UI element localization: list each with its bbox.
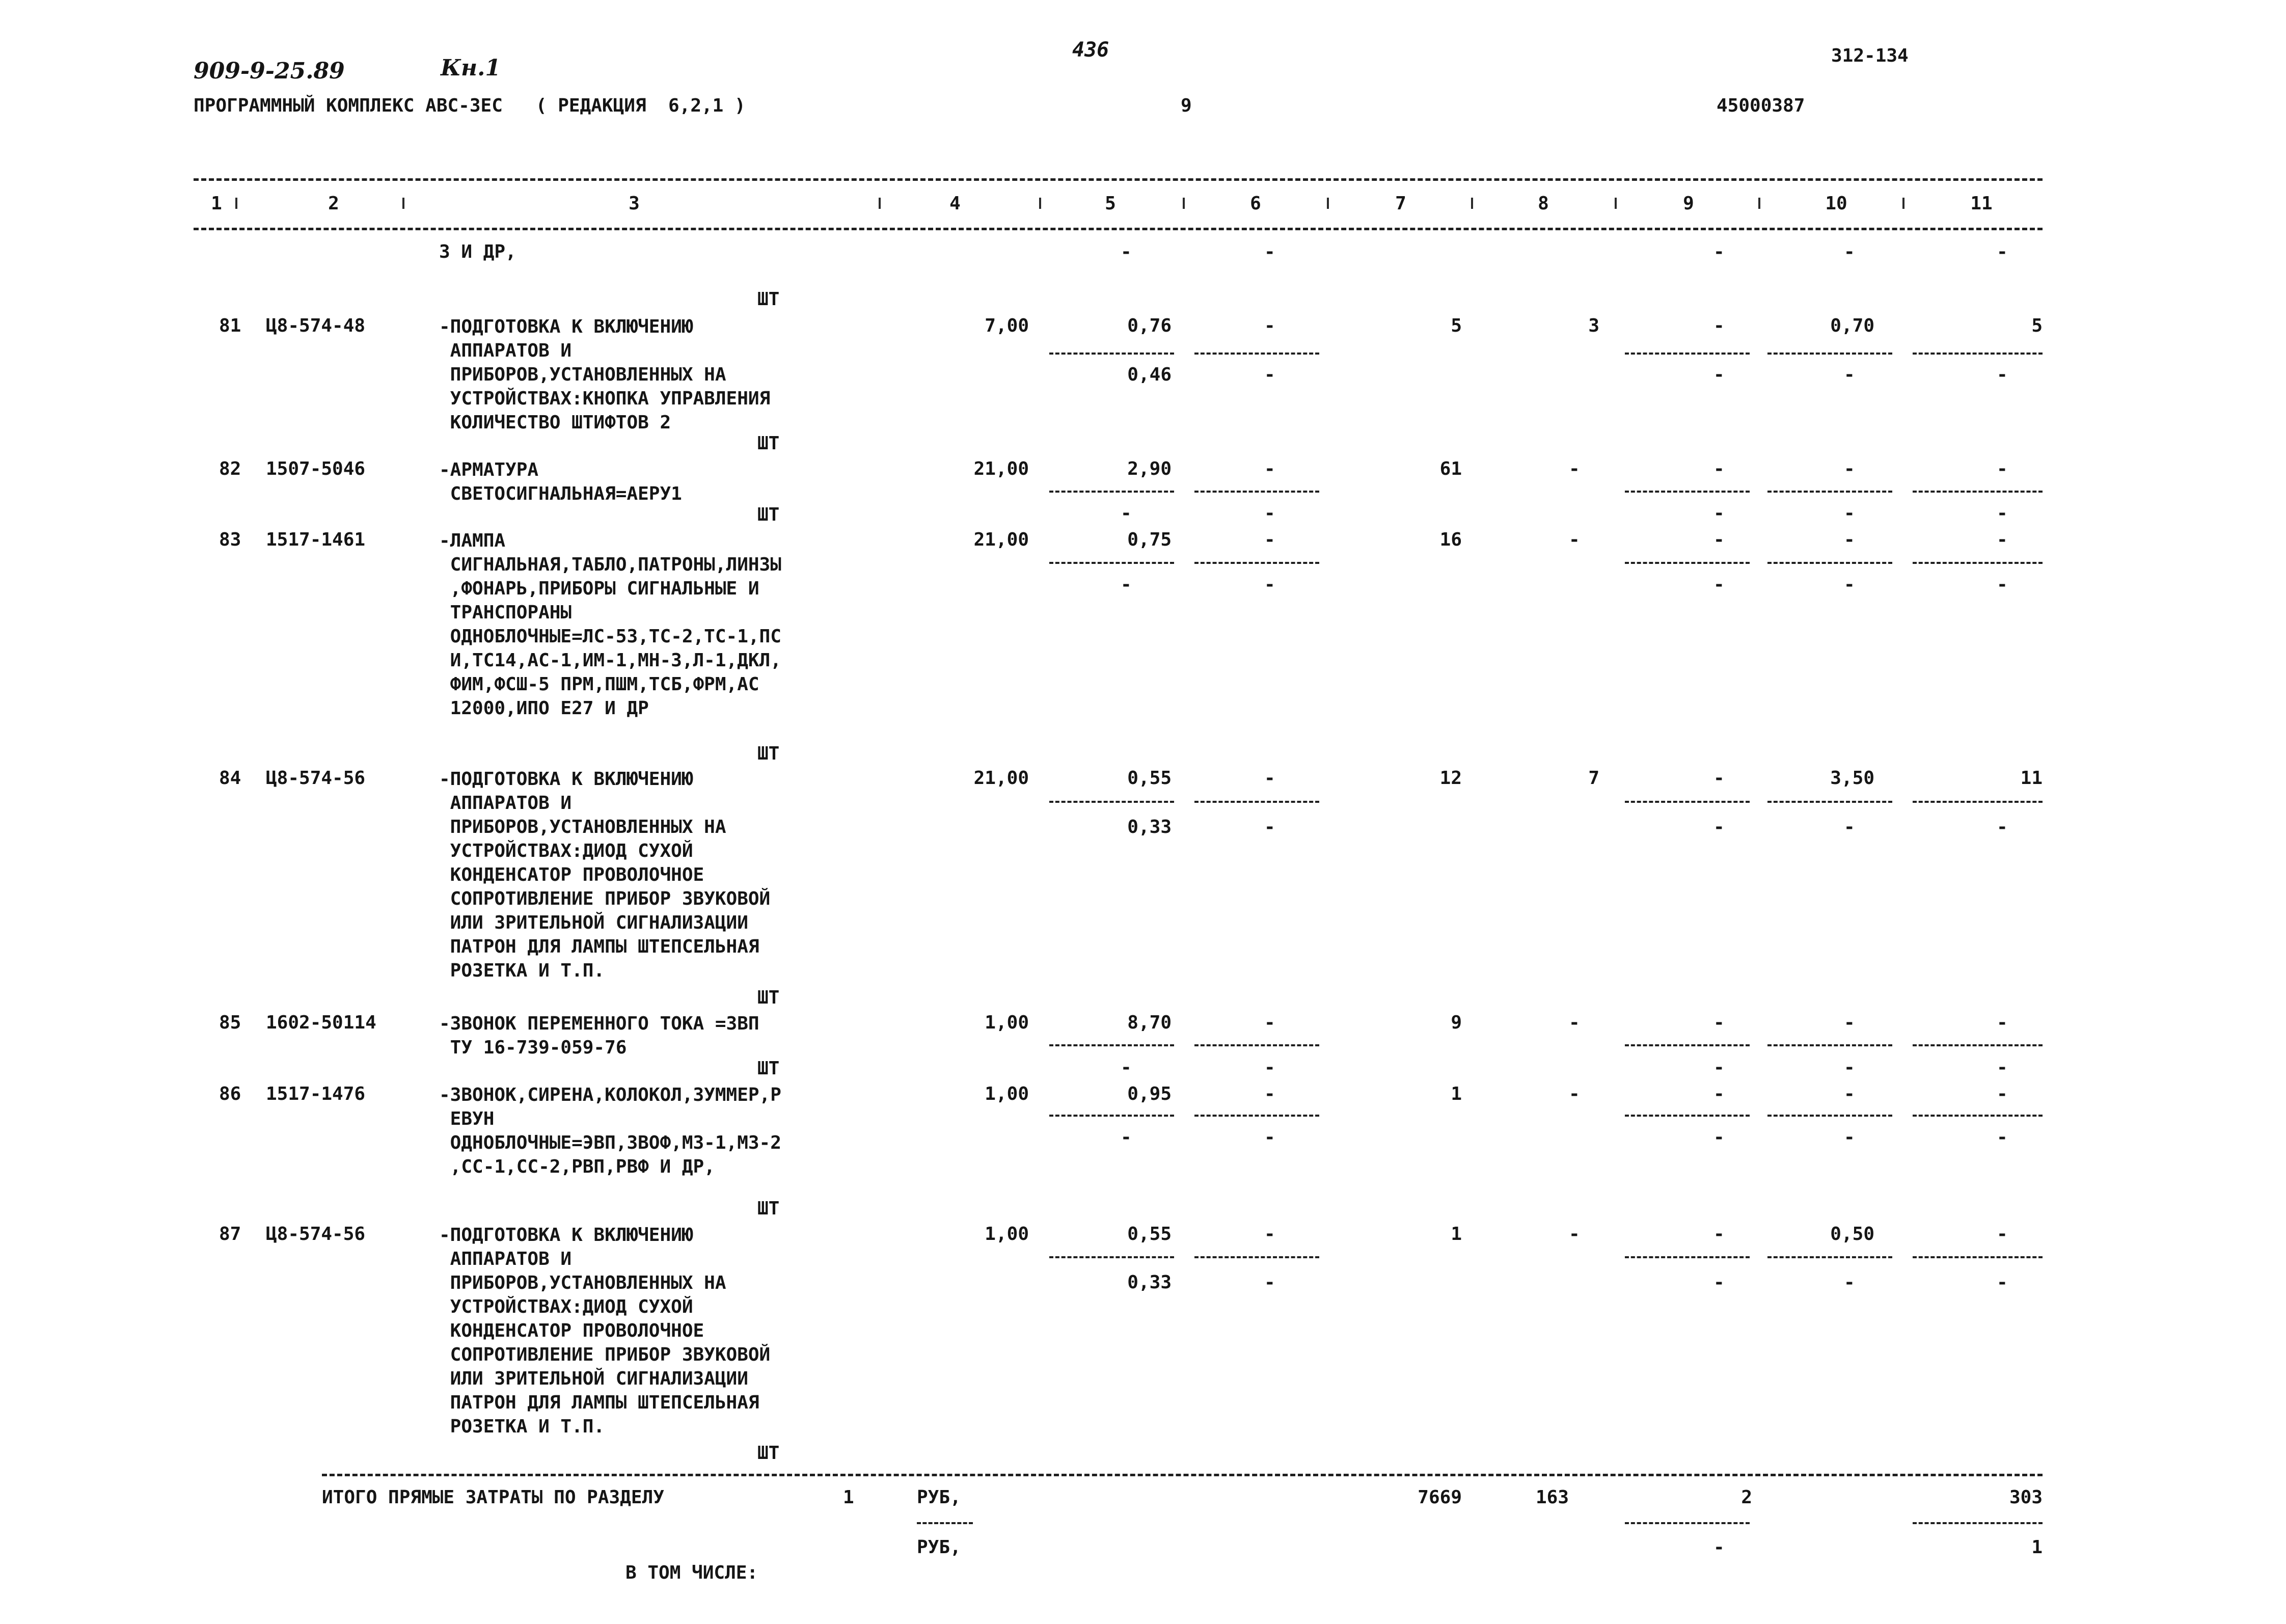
dash-mark: - [1844, 817, 1855, 837]
sub-rule [1049, 353, 1174, 355]
row-code: Ц8-574-56 [266, 1224, 366, 1244]
dash-mark: - [1713, 458, 1725, 479]
row-col5-sub: 0,33 [1127, 1272, 1172, 1293]
sub-rule [1625, 1044, 1750, 1046]
row-col8: 3 [1588, 315, 1599, 336]
row-col7: 61 [1439, 458, 1462, 479]
col-header-11: 11 [1970, 193, 1993, 214]
col-header-2: 2 [328, 193, 339, 214]
program-line: ПРОГРАММНЫЙ КОМПЛЕКС АВС-3ЕС ( РЕДАКЦИЯ 6,2,1 ) [194, 95, 746, 116]
sub-rule [917, 1522, 973, 1524]
dash-mark: - [1713, 241, 1725, 262]
continuation-text: 3 И ДР, [439, 241, 516, 262]
sub-rule [1194, 1115, 1319, 1117]
sub-rule [1767, 491, 1892, 493]
sub-rule [1625, 1522, 1750, 1524]
sub-rule [1913, 353, 2043, 355]
sub-rule [1194, 1256, 1319, 1258]
sub-rule [1913, 1115, 2043, 1117]
unit-label: ШТ [757, 1443, 780, 1464]
dash-mark: - [1713, 768, 1725, 789]
sub-rule [1049, 801, 1174, 803]
sub-rule [1913, 562, 2043, 564]
dash-mark: - [1264, 529, 1275, 550]
row-col7: 12 [1439, 768, 1462, 789]
row-col5: 8,70 [1127, 1012, 1172, 1033]
row-description: -ПОДГОТОВКА К ВКЛЮЧЕНИЮ АППАРАТОВ И ПРИБОРОВ,УСТАНОВЛЕННЫХ НА УСТРОЙСТВАХ:ДИОД СУХОЙ КОНДЕНСАТОР ПРОВОЛОЧНОЕ СОПРОТИВЛЕНИЕ ПРИБОР ЗВУКОВОЙ ИЛИ ЗРИТЕЛЬНОЙ СИГНАЛИЗАЦИИ ПАТРОН ДЛЯ ЛАМПЫ ШТЕПСЕЛЬНАЯ РОЗЕТКА И Т.П. [439, 769, 771, 981]
row-description: -ПОДГОТОВКА К ВКЛЮЧЕНИЮ АППАРАТОВ И ПРИБОРОВ,УСТАНОВЛЕННЫХ НА УСТРОЙСТВАХ:ДИОД СУХОЙ КОНДЕНСАТОР ПРОВОЛОЧНОЕ СОПРОТИВЛЕНИЕ ПРИБОР ЗВУКОВОЙ ИЛИ ЗРИТЕЛЬНОЙ СИГНАЛИЗАЦИИ ПАТРОН ДЛЯ ЛАМПЫ ШТЕПСЕЛЬНАЯ РОЗЕТКА И Т.П. [439, 1225, 771, 1437]
dash-mark: - [1713, 1272, 1725, 1293]
row-col10: 0,50 [1830, 1224, 1874, 1244]
dash-mark: - [1844, 241, 1855, 262]
dash-mark: - [1997, 1084, 2008, 1104]
row-col8: 7 [1588, 768, 1599, 789]
dash-mark: - [1264, 241, 1275, 262]
dash-mark: - [1844, 574, 1855, 595]
row-description: -ЗВОНОК,СИРЕНА,КОЛОКОЛ,ЗУММЕР,Р ЕВУН ОДНОБЛОЧНЫЕ=ЭВП,ЗВОФ,МЗ-1,МЗ-2 ,СС-1,СС-2,РВП,РВФ И ДР, [439, 1085, 781, 1177]
sub-rule [1913, 1044, 2043, 1046]
sub-rule [1194, 491, 1319, 493]
dash-mark: - [1997, 1057, 2008, 1078]
dash-mark: - [1713, 1084, 1725, 1104]
dash-mark: - [1569, 1084, 1580, 1104]
sub-rule [1767, 801, 1892, 803]
dash-mark: - [1997, 1127, 2008, 1148]
dash-mark: - [1844, 1084, 1855, 1104]
dash-mark: - [1713, 1057, 1725, 1078]
sub-rule [1913, 801, 2043, 803]
sub-rule [1767, 353, 1892, 355]
row-quantity: 21,00 [973, 529, 1029, 550]
header-rule-bottom [194, 228, 2043, 230]
totals-col8: 163 [1535, 1487, 1569, 1508]
row-description: -ПОДГОТОВКА К ВКЛЮЧЕНИЮ АППАРАТОВ И ПРИБОРОВ,УСТАНОВЛЕННЫХ НА УСТРОЙСТВАХ:КНОПКА УПРАВЛЕНИЯ КОЛИЧЕСТВО ШТИФТОВ 2 [439, 316, 771, 433]
unit-label: ШТ [757, 504, 780, 525]
col-header-4: 4 [949, 193, 961, 214]
dash-mark: - [1121, 1127, 1132, 1148]
row-quantity: 7,00 [985, 315, 1029, 336]
dash-mark: - [1844, 1012, 1855, 1033]
dash-mark: - [1264, 817, 1275, 837]
row-col11: 5 [2031, 315, 2043, 336]
totals-currency-sub: РУБ, [917, 1537, 961, 1558]
sub-rule [1049, 562, 1174, 564]
row-code: 1507-5046 [266, 458, 366, 479]
dash-mark: - [1264, 1224, 1275, 1244]
sub-rule [1049, 1044, 1174, 1046]
row-col7: 5 [1451, 315, 1462, 336]
dash-mark: - [1713, 1224, 1725, 1244]
row-quantity: 1,00 [985, 1012, 1029, 1033]
dash-mark: - [1844, 1057, 1855, 1078]
sub-rule [1913, 1256, 2043, 1258]
totals-rule [322, 1474, 2043, 1476]
row-col7: 1 [1451, 1224, 1462, 1244]
col-separator [1327, 198, 1329, 209]
dash-mark: - [1264, 315, 1275, 336]
totals-col7: 7669 [1418, 1487, 1462, 1508]
dash-mark: - [1713, 1127, 1725, 1148]
dash-mark: - [1997, 364, 2008, 385]
sheet-number: 9 [1181, 95, 1192, 116]
row-number: 83 [219, 529, 241, 550]
totals-col11: 303 [2009, 1487, 2043, 1508]
sub-rule [1049, 1115, 1174, 1117]
row-col5: 0,75 [1127, 529, 1172, 550]
dash-mark: - [1844, 364, 1855, 385]
dash-mark: - [1264, 364, 1275, 385]
unit-label: ШТ [757, 433, 780, 454]
totals-col9-sub: - [1713, 1537, 1725, 1558]
dash-mark: - [1997, 529, 2008, 550]
row-col5: 2,90 [1127, 458, 1172, 479]
unit-label: ШТ [757, 1058, 780, 1079]
dash-mark: - [1997, 1012, 2008, 1033]
sub-rule [1913, 491, 2043, 493]
col-header-3: 3 [629, 193, 640, 214]
dash-mark: - [1264, 574, 1275, 595]
dash-mark: - [1569, 529, 1580, 550]
dash-mark: - [1264, 503, 1275, 524]
unit-label: ШТ [757, 289, 780, 310]
row-code: 1517-1461 [266, 529, 366, 550]
row-col11: 11 [2020, 768, 2043, 789]
dash-mark: - [1997, 241, 2008, 262]
dash-mark: - [1997, 458, 2008, 479]
col-separator [1039, 198, 1041, 209]
dash-mark: - [1264, 1272, 1275, 1293]
totals-label: ИТОГО ПРЯМЫЕ ЗАТРАТЫ ПО РАЗДЕЛУ [322, 1487, 664, 1508]
dash-mark: - [1264, 1127, 1275, 1148]
row-code: Ц8-574-48 [266, 315, 366, 336]
row-quantity: 1,00 [985, 1084, 1029, 1104]
dash-mark: - [1569, 458, 1580, 479]
sub-rule [1194, 801, 1319, 803]
row-number: 86 [219, 1084, 241, 1104]
sub-rule [1194, 562, 1319, 564]
row-code: 1517-1476 [266, 1084, 366, 1104]
col-separator [1471, 198, 1473, 209]
row-description: -ЛАМПА СИГНАЛЬНАЯ,ТАБЛО,ПАТРОНЫ,ЛИНЗЫ ,ФОНАРЬ,ПРИБОРЫ СИГНАЛЬНЫЕ И ТРАНСПОРАНЫ ОДНОБЛОЧНЫЕ=ЛС-53,ТС-2,ТС-1,ПС И,ТС14,АС-1,ИМ-1,МН-3,Л-1,ДКЛ, ФИМ,ФСШ-5 ПРМ,ПШМ,ТСБ,ФРМ,АС 12000,ИПО Е27 И ДР [439, 530, 781, 719]
dash-mark: - [1713, 574, 1725, 595]
handwritten-note: Кн.1 [441, 55, 501, 81]
row-col7: 9 [1451, 1012, 1462, 1033]
dash-mark: - [1997, 574, 2008, 595]
dash-mark: - [1997, 817, 2008, 837]
sub-rule [1194, 1044, 1319, 1046]
row-col5: 0,55 [1127, 1224, 1172, 1244]
col-separator [402, 198, 404, 209]
header-rule-top [194, 178, 2043, 181]
totals-col11-sub: 1 [2031, 1537, 2043, 1558]
sub-rule [1625, 1115, 1750, 1117]
sub-rule [1767, 1256, 1892, 1258]
dash-mark: - [1997, 503, 2008, 524]
row-col5: 0,76 [1127, 315, 1172, 336]
col-header-1: 1 [211, 193, 222, 214]
unit-label: ШТ [757, 743, 780, 764]
row-number: 85 [219, 1012, 241, 1033]
col-separator [1183, 198, 1185, 209]
dash-mark: - [1713, 1012, 1725, 1033]
dash-mark: - [1713, 817, 1725, 837]
handwritten-code: 909-9-25.89 [194, 58, 345, 84]
including-label: В ТОМ ЧИСЛЕ: [625, 1562, 758, 1583]
row-col10: 0,70 [1830, 315, 1874, 336]
dash-mark: - [1264, 1012, 1275, 1033]
col-separator [235, 198, 237, 209]
sub-rule [1625, 353, 1750, 355]
dash-mark: - [1121, 1057, 1132, 1078]
row-number: 82 [219, 458, 241, 479]
sub-rule [1625, 491, 1750, 493]
sub-rule [1625, 801, 1750, 803]
unit-label: ШТ [757, 987, 780, 1008]
unit-label: ШТ [757, 1198, 780, 1219]
dash-mark: - [1844, 1272, 1855, 1293]
totals-currency: РУБ, [917, 1487, 961, 1508]
col-header-5: 5 [1105, 193, 1116, 214]
sub-rule [1913, 1522, 2043, 1524]
sub-rule [1194, 353, 1319, 355]
row-col5-sub: 0,46 [1127, 364, 1172, 385]
totals-col9: 2 [1741, 1487, 1752, 1508]
col-header-9: 9 [1683, 193, 1694, 214]
col-header-6: 6 [1250, 193, 1261, 214]
col-separator [879, 198, 881, 209]
sub-rule [1625, 562, 1750, 564]
row-col7: 16 [1439, 529, 1462, 550]
dash-mark: - [1121, 574, 1132, 595]
page-number: 436 [1072, 38, 1109, 62]
dash-mark: - [1569, 1224, 1580, 1244]
col-header-7: 7 [1395, 193, 1406, 214]
sub-rule [1767, 562, 1892, 564]
dash-mark: - [1121, 241, 1132, 262]
col-header-8: 8 [1538, 193, 1549, 214]
dash-mark: - [1997, 1272, 2008, 1293]
sub-rule [1049, 491, 1174, 493]
row-number: 84 [219, 768, 241, 789]
dash-mark: - [1264, 1057, 1275, 1078]
dash-mark: - [1713, 503, 1725, 524]
row-code: Ц8-574-56 [266, 768, 366, 789]
row-quantity: 21,00 [973, 768, 1029, 789]
dash-mark: - [1264, 768, 1275, 789]
sub-rule [1049, 1256, 1174, 1258]
sub-rule [1767, 1115, 1892, 1117]
document-number: 312-134 [1831, 45, 1909, 66]
row-col5-sub: 0,33 [1127, 817, 1172, 837]
dash-mark: - [1713, 529, 1725, 550]
dash-mark: - [1713, 364, 1725, 385]
row-col5: 0,95 [1127, 1084, 1172, 1104]
dash-mark: - [1713, 315, 1725, 336]
dash-mark: - [1264, 1084, 1275, 1104]
dash-mark: - [1569, 1012, 1580, 1033]
row-description: -ЗВОНОК ПЕРЕМЕННОГО ТОКА =ЗВП ТУ 16-739-059-76 [439, 1013, 759, 1058]
row-col10: 3,50 [1830, 768, 1874, 789]
sub-rule [1625, 1256, 1750, 1258]
dash-mark: - [1997, 1224, 2008, 1244]
row-number: 87 [219, 1224, 241, 1244]
row-description: -АРМАТУРА СВЕТОСИГНАЛЬНАЯ=АЕРУ1 [439, 459, 682, 504]
dash-mark: - [1264, 458, 1275, 479]
col-header-10: 10 [1825, 193, 1847, 214]
col-separator [1615, 198, 1617, 209]
col-separator [1902, 198, 1904, 209]
row-col7: 1 [1451, 1084, 1462, 1104]
row-col5: 0,55 [1127, 768, 1172, 789]
row-code: 1602-50114 [266, 1012, 376, 1033]
dash-mark: - [1844, 458, 1855, 479]
totals-section: 1 [843, 1487, 854, 1508]
row-quantity: 21,00 [973, 458, 1029, 479]
document-code: 45000387 [1717, 95, 1805, 116]
sub-rule [1767, 1044, 1892, 1046]
row-quantity: 1,00 [985, 1224, 1029, 1244]
row-number: 81 [219, 315, 241, 336]
dash-mark: - [1121, 503, 1132, 524]
dash-mark: - [1844, 529, 1855, 550]
dash-mark: - [1844, 503, 1855, 524]
dash-mark: - [1844, 1127, 1855, 1148]
col-separator [1758, 198, 1760, 209]
